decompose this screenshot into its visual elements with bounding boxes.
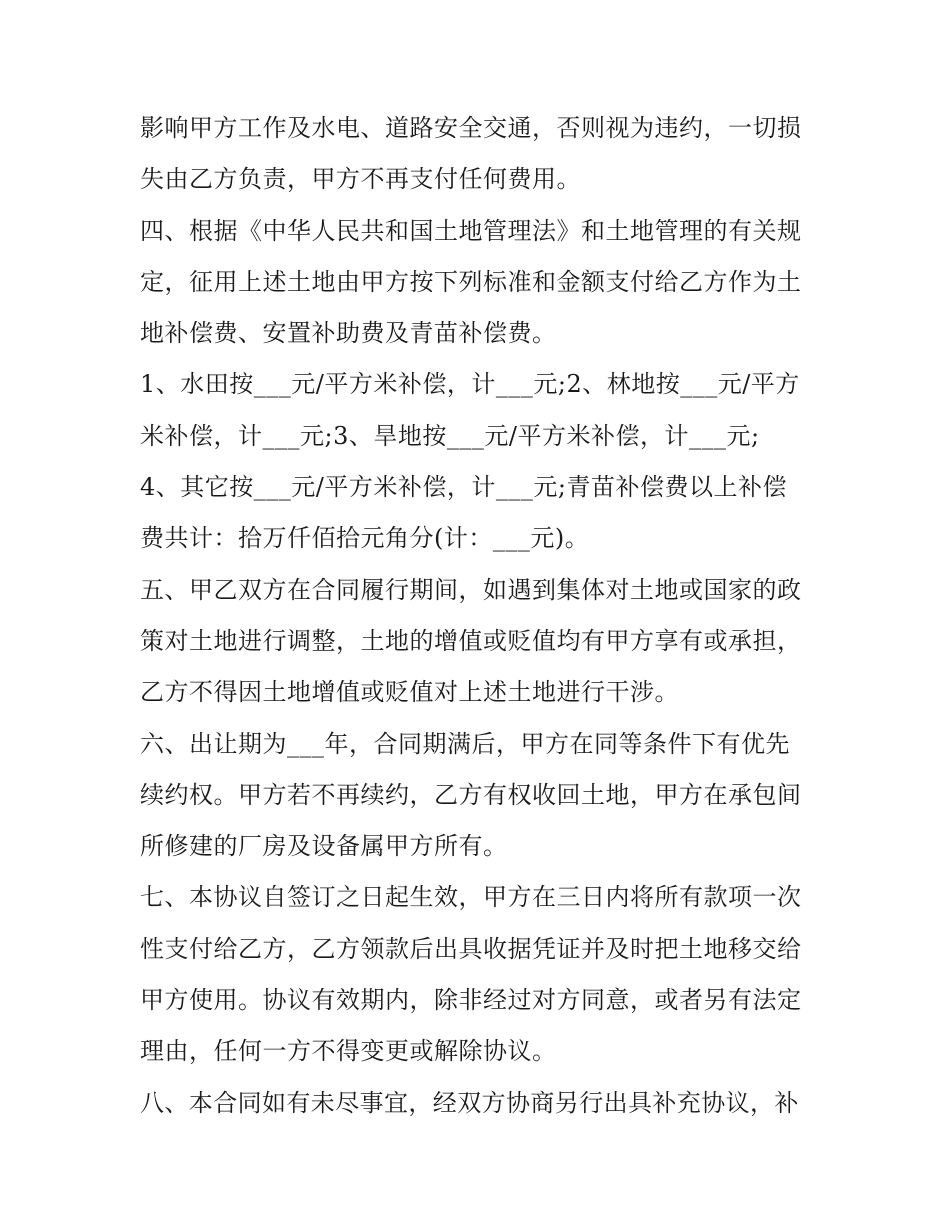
text-line: 定，征用上述土地由甲方按下列标准和金额支付给乙方作为土 [140, 267, 802, 296]
text-line: 策对土地进行调整，土地的增值或贬值均有甲方享有或承担， [140, 626, 802, 655]
text-line: 4、其它按___元/平方米补偿，计___元;青苗补偿费以上补偿 [140, 473, 787, 502]
text-line: 五、甲乙双方在合同履行期间，如遇到集体对土地或国家的政 [140, 575, 802, 604]
text-line: 地补偿费、安置补助费及青苗补偿费。 [140, 319, 557, 348]
text-line: 四、根据《中华人民共和国土地管理法》和土地管理的有关规 [140, 216, 802, 245]
text-line: 八、本合同如有未尽事宜，经双方协商另行出具补充协议，补 [140, 1088, 799, 1117]
text-line: 甲方使用。协议有效期内，除非经过对方同意，或者另有法定 [140, 986, 802, 1015]
text-line: 1、水田按___元/平方米补偿，计___元;2、林地按___元/平方 [140, 370, 800, 399]
text-line: 七、本协议自签订之日起生效，甲方在三日内将所有款项一次 [140, 883, 802, 912]
document-body [140, 103, 812, 1129]
text-line: 性支付给乙方，乙方领款后出具收据凭证并及时把土地移交给 [140, 934, 802, 963]
text-line: 六、出让期为___年，合同期满后，甲方在同等条件下有优先 [140, 729, 790, 758]
text-line: 续约权。甲方若不再续约，乙方有权收回土地，甲方在承包间 [140, 780, 802, 809]
text-line: 费共计：拾万仟佰拾元角分(计：___元)。 [140, 524, 590, 553]
text-line: 米补偿，计___元;3、旱地按___元/平方米补偿，计___元; [140, 421, 760, 450]
text-line: 影响甲方工作及水电、道路安全交通，否则视为违约，一切损 [140, 114, 802, 142]
text-line: 所修建的厂房及设备属甲方所有。 [140, 832, 508, 861]
text-line: 乙方不得因土地增值或贬值对上述土地进行干涉。 [140, 678, 679, 707]
text-line: 失由乙方负责，甲方不再支付任何费用。 [140, 165, 581, 194]
text-line: 理由，任何一方不得变更或解除协议。 [140, 1037, 557, 1066]
